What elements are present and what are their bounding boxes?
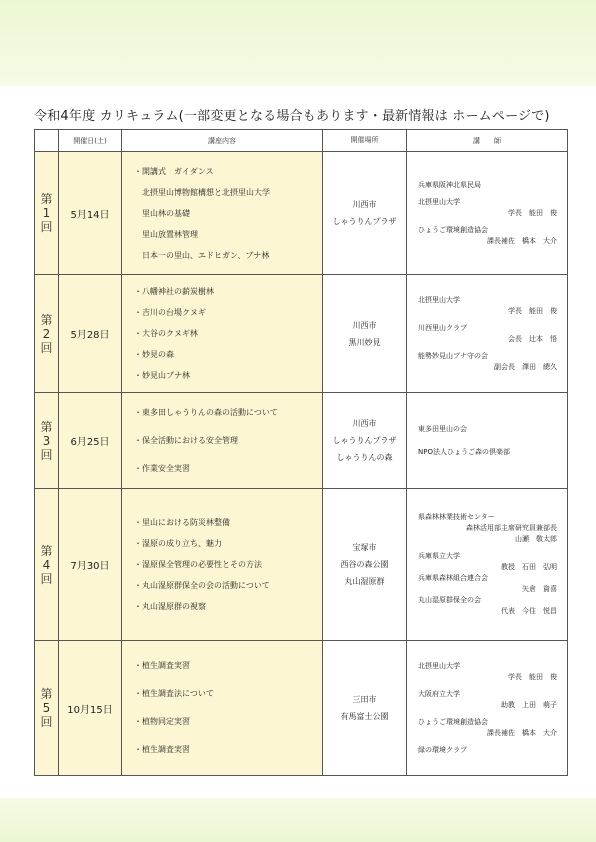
session-place <box>323 393 407 489</box>
session-number-char: 回 <box>40 571 53 586</box>
lecturer-line: 大阪府立大学 <box>418 689 460 698</box>
session-place <box>323 641 407 776</box>
header-content: 講座内容 <box>122 130 323 152</box>
session-date: 10月15日 <box>59 641 122 776</box>
page-title: 令和4年度 カリキュラム(一部変更となる場合もあります・最新情報は ホームページで) <box>34 109 550 124</box>
session-topics <box>122 641 323 776</box>
lecturer-line: 森林活用部主席研究員兼部長 <box>466 524 557 532</box>
place-line: しゃうりんの森 <box>336 453 393 462</box>
lecturer-line: 教授 石田 弘明 <box>501 563 557 571</box>
session-row <box>35 393 568 489</box>
session-number-char: 第 <box>40 312 53 327</box>
lecturer-line: 県森林林業技術センター <box>418 513 495 521</box>
session-number-char: 回 <box>40 447 53 462</box>
lecturer-line: 兵庫県阪神北県民局 <box>418 180 481 189</box>
place-line: 有馬富士公園 <box>340 712 389 721</box>
header-lecturer: 講 師 <box>407 130 568 152</box>
lecturer-line: 東多田里山の会 <box>418 424 467 433</box>
topic-item: ・植生調査実習 <box>134 745 190 754</box>
topic-item: ・妙見山ブナ林 <box>134 371 190 380</box>
header-num <box>35 130 59 152</box>
lecturer-line: 丸山湿原群保全の会 <box>418 596 481 604</box>
topic-item: ・植生調査法について <box>134 689 214 698</box>
topic-item: 北摂里山博物館構想と北摂里山大学 <box>134 187 270 197</box>
session-number-char: 回 <box>40 340 53 355</box>
table-header-row <box>35 130 568 152</box>
topic-item: ・作業安全実習 <box>134 463 190 473</box>
session-number <box>35 275 59 393</box>
topic-item: ・植物同定実習 <box>134 717 190 726</box>
place-line: 西谷の森公園 <box>340 560 389 569</box>
lecturer-line: ひょうご環境創造協会 <box>418 717 488 726</box>
header-place: 開催場所 <box>323 130 407 152</box>
place-line: 丸山湿原群 <box>344 577 385 586</box>
header-date: 開催日(土) <box>59 130 122 152</box>
session-row <box>35 152 568 275</box>
place-line: 宝塚市 <box>352 543 377 552</box>
session-number-char: 4 <box>42 557 51 572</box>
lecturer-line: 学長 能田 俊 <box>508 306 557 315</box>
session-topics <box>122 393 323 489</box>
session-number-char: 5 <box>42 701 51 715</box>
session-number-char: 回 <box>40 715 53 729</box>
topic-item: ・開講式 ガイダンス <box>134 166 214 176</box>
topic-item: 里山林の基礎 <box>134 208 190 218</box>
lecturer-line: 北摂里山大学 <box>418 295 460 304</box>
session-place <box>323 275 407 393</box>
session-place <box>323 489 407 641</box>
curriculum-table <box>34 129 568 776</box>
topic-item: ・丸山湿原群保全の会の活動について <box>134 581 270 590</box>
session-number-char: 第 <box>40 419 53 434</box>
session-date: 6月25日 <box>59 393 122 489</box>
session-topics <box>122 152 323 275</box>
session-number <box>35 152 59 275</box>
lecturer-line: 会長 辻本 悟 <box>508 334 557 343</box>
topic-item: ・大谷のクヌギ林 <box>134 329 198 338</box>
lecturer-line: ひょうご環境創造協会 <box>418 225 488 234</box>
lecturer-line: 課長補佐 橋本 大介 <box>487 236 557 245</box>
session-row <box>35 275 568 393</box>
lecturer-line: 兵庫県立大学 <box>418 552 460 560</box>
session-date: 5月14日 <box>59 152 122 275</box>
place-line: 川西市 <box>352 200 377 209</box>
session-number-char: 第 <box>40 192 53 206</box>
lecturer-line: 学長 能田 俊 <box>508 672 557 681</box>
topic-item: 里山放置林管理 <box>134 229 198 239</box>
place-line: 川西市 <box>352 320 377 330</box>
session-lecturers <box>407 489 568 641</box>
place-line: 黒川妙見 <box>348 337 381 347</box>
session-place <box>323 152 407 275</box>
lecturer-line: 兵庫県森林組合連合会 <box>418 574 488 582</box>
session-row <box>35 489 568 641</box>
place-line: 川西市 <box>352 419 377 428</box>
session-topics <box>122 489 323 641</box>
topic-item: ・植生調査実習 <box>134 661 190 670</box>
topic-item: ・湿原保全管理の必要性とその方法 <box>134 560 262 569</box>
session-number <box>35 393 59 489</box>
session-lecturers <box>407 641 568 776</box>
lecturer-line: 山瀬 敬太郎 <box>515 535 557 543</box>
place-line: しゃうりんプラザ <box>332 217 397 226</box>
lecturer-line: 北摂里山大学 <box>418 661 460 670</box>
lecturer-line: 課長補佐 橋本 大介 <box>487 728 557 737</box>
lecturer-line: 北摂里山大学 <box>418 197 460 206</box>
lecturer-line: 矢倉 資喜 <box>522 585 557 593</box>
place-line: しゃうりんプラザ <box>332 436 397 445</box>
session-number <box>35 641 59 776</box>
topic-item: ・妙見の森 <box>134 350 174 359</box>
session-lecturers <box>407 275 568 393</box>
footer-band <box>0 798 596 842</box>
topic-item: ・吉川の台場クヌギ <box>134 308 206 317</box>
lecturer-line: 緑の環境クラブ <box>418 745 467 754</box>
topic-item: ・湿原の成り立ち、魅力 <box>134 539 222 548</box>
session-number-char: 1 <box>42 206 51 220</box>
lecturer-line: NPO法人ひょうご森の倶楽部 <box>418 447 510 456</box>
topic-item: ・八幡神社の薪炭樹林 <box>134 287 214 296</box>
topic-item: ・丸山湿原群の視察 <box>134 602 206 611</box>
lecturer-line: 助教 上田 萌子 <box>501 700 557 709</box>
session-date: 7月30日 <box>59 489 122 641</box>
session-number-char: 第 <box>40 543 53 558</box>
session-number-char: 3 <box>42 433 51 448</box>
topic-item: ・里山における防災林整備 <box>134 518 230 527</box>
session-number-char: 回 <box>40 220 53 234</box>
topic-item: ・保全活動における安全管理 <box>134 435 238 445</box>
session-number-char: 第 <box>40 687 53 701</box>
lecturer-line: 代表 今住 悦昌 <box>501 607 557 615</box>
session-lecturers <box>407 393 568 489</box>
session-topics <box>122 275 323 393</box>
session-number <box>35 489 59 641</box>
place-line: 三田市 <box>352 695 377 704</box>
session-number-char: 2 <box>42 326 51 341</box>
lecturer-line: 能勢妙見山ブナ守の会 <box>418 351 488 360</box>
session-row <box>35 641 568 776</box>
topic-item: ・東多田しゃうりんの森の活動について <box>134 407 278 417</box>
lecturer-line: 川西里山クラブ <box>418 323 467 332</box>
lecturer-line: 副会長 澤田 總久 <box>494 362 557 371</box>
session-lecturers <box>407 152 568 275</box>
lecturer-line: 学長 能田 俊 <box>508 208 557 217</box>
topic-item: 日本一の里山、エドヒガン、ブナ林 <box>134 250 270 260</box>
header-band <box>0 0 596 86</box>
session-date: 5月28日 <box>59 275 122 393</box>
